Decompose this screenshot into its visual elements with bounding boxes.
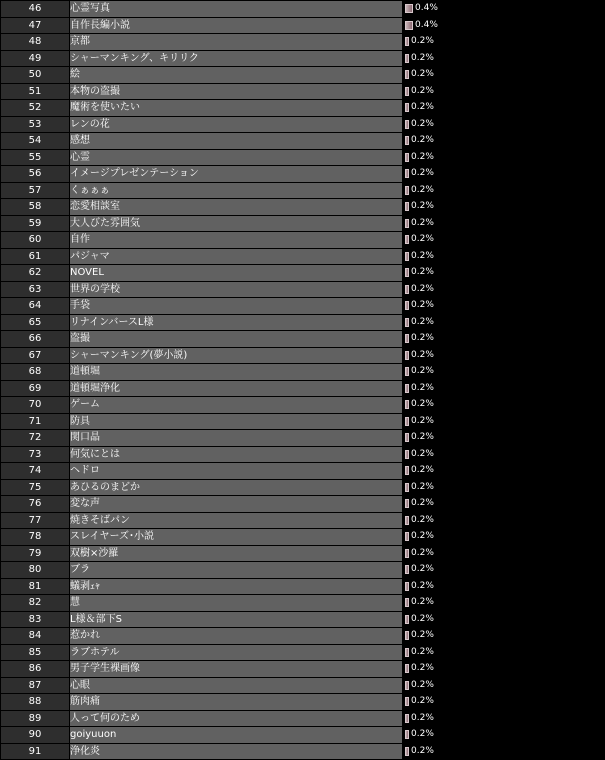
share-percent: 0.2% — [411, 415, 434, 426]
share-cell — [403, 117, 604, 133]
share-percent: 0.2% — [411, 267, 434, 277]
rank-cell: 58 — [1, 199, 69, 215]
rank-cell: 54 — [1, 133, 69, 149]
search-term-cell: 感想 — [70, 133, 402, 149]
share-cell — [403, 199, 604, 215]
share-cell — [403, 447, 604, 463]
search-term-cell: ブラ — [70, 562, 402, 578]
share-cell — [403, 661, 604, 677]
rank-cell: 90 — [1, 727, 69, 743]
share-bar — [405, 103, 409, 112]
share-cell — [403, 183, 604, 199]
search-term-cell: 双樹×沙羅 — [70, 546, 402, 562]
table-row — [1, 661, 604, 677]
share-percent: 0.2% — [411, 382, 434, 393]
search-term-cell: 浄化炎 — [70, 744, 402, 760]
share-bar — [405, 120, 409, 129]
share-bar — [405, 499, 409, 508]
share-cell — [403, 84, 604, 100]
share-cell — [403, 298, 604, 314]
search-term-cell: 蟻剥ｪｬ — [70, 579, 402, 595]
table-row — [1, 166, 604, 182]
search-term-cell: 世界の学校 — [70, 282, 402, 298]
search-term-cell: 絵 — [70, 67, 402, 83]
share-cell — [403, 414, 604, 430]
table-row — [1, 694, 604, 710]
table-row — [1, 447, 604, 463]
share-cell — [403, 595, 604, 611]
rank-cell: 70 — [1, 397, 69, 413]
share-percent: 0.2% — [411, 712, 434, 723]
share-cell — [403, 727, 604, 743]
share-bar — [405, 4, 413, 13]
search-term-cell: 盗撮 — [70, 331, 402, 347]
table-row — [1, 381, 604, 397]
share-cell — [403, 612, 604, 628]
share-bar — [405, 598, 409, 607]
share-percent: 0.2% — [411, 514, 434, 525]
share-bar — [405, 351, 409, 360]
table-row — [1, 249, 604, 265]
table-row — [1, 430, 604, 446]
share-percent: 0.2% — [411, 432, 434, 442]
table-row — [1, 67, 604, 83]
search-term-cell: 魔術を使いたい — [70, 100, 402, 116]
share-bar — [405, 516, 409, 525]
share-percent: 0.4% — [415, 19, 438, 30]
rank-cell: 82 — [1, 595, 69, 611]
search-term-cell: シャーマンキング(夢小説) — [70, 348, 402, 364]
share-bar — [405, 285, 409, 294]
share-percent: 0.2% — [411, 597, 434, 607]
search-term-cell: 焼きそばパン — [70, 513, 402, 529]
share-bar — [405, 631, 409, 640]
share-percent: 0.2% — [411, 613, 434, 624]
rank-cell: 61 — [1, 249, 69, 265]
share-bar — [405, 87, 409, 96]
table-row — [1, 727, 604, 743]
share-percent: 0.2% — [411, 234, 434, 244]
search-term-cell: ラブホテル — [70, 645, 402, 661]
share-bar — [405, 714, 409, 723]
rank-cell: 80 — [1, 562, 69, 578]
table-row — [1, 84, 604, 100]
share-percent: 0.2% — [411, 118, 434, 129]
search-term-cell: くぁぁぁ — [70, 183, 402, 199]
share-cell — [403, 34, 604, 50]
search-term-cell: 変な声 — [70, 496, 402, 512]
share-bar — [405, 54, 409, 63]
share-bar — [405, 450, 409, 459]
table-row — [1, 216, 604, 232]
rank-cell: 60 — [1, 232, 69, 248]
share-cell — [403, 711, 604, 727]
share-percent: 0.2% — [411, 366, 434, 376]
search-term-cell: 道頓堀浄化 — [70, 381, 402, 397]
share-cell — [403, 381, 604, 397]
search-term-cell: 筋肉痛 — [70, 694, 402, 710]
share-cell — [403, 150, 604, 166]
search-term-cell: シャーマンキング、キリリク — [70, 51, 402, 67]
share-bar — [405, 268, 409, 277]
ranking-rows — [1, 1, 604, 759]
rank-cell: 88 — [1, 694, 69, 710]
share-percent: 0.2% — [411, 283, 434, 294]
table-row — [1, 348, 604, 364]
table-row — [1, 1, 604, 17]
share-cell — [403, 232, 604, 248]
share-percent: 0.2% — [411, 349, 434, 360]
table-row — [1, 298, 604, 314]
table-row — [1, 744, 604, 760]
rank-cell: 68 — [1, 364, 69, 380]
table-row — [1, 133, 604, 149]
share-percent: 0.2% — [411, 217, 434, 228]
share-percent: 0.2% — [411, 531, 434, 541]
rank-cell: 78 — [1, 529, 69, 545]
share-percent: 0.2% — [411, 36, 434, 46]
share-percent: 0.2% — [411, 52, 434, 63]
rank-cell: 73 — [1, 447, 69, 463]
table-row — [1, 364, 604, 380]
rank-cell: 59 — [1, 216, 69, 232]
rank-cell: 50 — [1, 67, 69, 83]
share-bar — [405, 70, 409, 79]
share-percent: 0.2% — [411, 250, 434, 261]
table-row — [1, 331, 604, 347]
share-percent: 0.2% — [411, 316, 434, 327]
share-cell — [403, 364, 604, 380]
rank-cell: 48 — [1, 34, 69, 50]
table-row — [1, 199, 604, 215]
share-percent: 0.2% — [411, 679, 434, 690]
search-term-cell: 防具 — [70, 414, 402, 430]
search-term-cell: リナインバースL様 — [70, 315, 402, 331]
search-term-cell: 慧 — [70, 595, 402, 611]
table-row — [1, 480, 604, 496]
table-row — [1, 414, 604, 430]
search-term-cell: ヘドロ — [70, 463, 402, 479]
share-bar — [405, 334, 409, 343]
rank-cell: 66 — [1, 331, 69, 347]
search-term-cell: 恋愛相談室 — [70, 199, 402, 215]
share-cell — [403, 265, 604, 281]
share-cell — [403, 513, 604, 529]
table-row — [1, 232, 604, 248]
search-term-cell: 人って何のため — [70, 711, 402, 727]
share-bar — [405, 169, 409, 178]
share-bar — [405, 466, 409, 475]
share-percent: 0.2% — [411, 168, 434, 178]
rank-cell: 57 — [1, 183, 69, 199]
share-percent: 0.2% — [411, 465, 434, 475]
share-percent: 0.2% — [411, 580, 434, 591]
rank-cell: 76 — [1, 496, 69, 512]
table-row — [1, 100, 604, 116]
share-percent: 0.2% — [411, 448, 434, 459]
rank-cell: 84 — [1, 628, 69, 644]
table-row — [1, 546, 604, 562]
table-row — [1, 18, 604, 34]
rank-cell: 74 — [1, 463, 69, 479]
rank-cell: 87 — [1, 678, 69, 694]
share-percent: 0.2% — [411, 333, 434, 343]
share-cell — [403, 562, 604, 578]
share-cell — [403, 100, 604, 116]
share-cell — [403, 645, 604, 661]
share-cell — [403, 282, 604, 298]
share-percent: 0.2% — [411, 399, 434, 409]
share-percent: 0.2% — [411, 663, 434, 673]
search-term-cell: 道頓堀 — [70, 364, 402, 380]
share-cell — [403, 546, 604, 562]
share-bar — [405, 21, 413, 30]
share-bar — [405, 153, 409, 162]
table-row — [1, 595, 604, 611]
share-cell — [403, 166, 604, 182]
share-bar — [405, 681, 409, 690]
share-bar — [405, 235, 409, 244]
rank-cell: 77 — [1, 513, 69, 529]
share-bar — [405, 186, 409, 195]
search-term-cell: 手袋 — [70, 298, 402, 314]
search-term-cell: 京都 — [70, 34, 402, 50]
share-cell — [403, 348, 604, 364]
share-bar — [405, 532, 409, 541]
share-cell — [403, 67, 604, 83]
table-row — [1, 117, 604, 133]
table-row — [1, 463, 604, 479]
rank-cell: 69 — [1, 381, 69, 397]
search-term-cell: NOVEL — [70, 265, 402, 281]
share-percent: 0.2% — [411, 729, 434, 739]
share-percent: 0.2% — [411, 85, 434, 96]
share-cell — [403, 133, 604, 149]
share-bar — [405, 615, 409, 624]
search-term-cell: レンの花 — [70, 117, 402, 133]
share-bar — [405, 301, 409, 310]
search-term-cell: 何気にとは — [70, 447, 402, 463]
share-bar — [405, 549, 409, 558]
share-cell — [403, 678, 604, 694]
rank-cell: 75 — [1, 480, 69, 496]
share-bar — [405, 367, 409, 376]
table-row — [1, 34, 604, 50]
search-term-cell: 心眼 — [70, 678, 402, 694]
rank-cell: 71 — [1, 414, 69, 430]
search-term-cell: 本物の盗撮 — [70, 84, 402, 100]
share-cell — [403, 480, 604, 496]
search-term-cell: ゲーム — [70, 397, 402, 413]
share-bar — [405, 202, 409, 211]
share-cell — [403, 463, 604, 479]
share-bar — [405, 417, 409, 426]
share-bar — [405, 582, 409, 591]
rank-cell: 53 — [1, 117, 69, 133]
search-term-cell: goiyuuon — [70, 727, 402, 743]
rank-cell: 79 — [1, 546, 69, 562]
share-cell — [403, 18, 604, 34]
search-term-cell: あひるのまどか — [70, 480, 402, 496]
rank-cell: 47 — [1, 18, 69, 34]
share-cell — [403, 628, 604, 644]
rank-cell: 86 — [1, 661, 69, 677]
table-row — [1, 397, 604, 413]
search-term-cell: 男子学生裸画像 — [70, 661, 402, 677]
rank-cell: 64 — [1, 298, 69, 314]
rank-cell: 52 — [1, 100, 69, 116]
table-row — [1, 711, 604, 727]
share-percent: 0.2% — [411, 151, 434, 162]
search-term-cell: 心霊写真 — [70, 1, 402, 17]
share-bar — [405, 697, 409, 706]
share-bar — [405, 219, 409, 228]
share-bar — [405, 747, 409, 756]
table-row — [1, 562, 604, 578]
search-term-cell: L様＆部下S — [70, 612, 402, 628]
search-term-cell: イメージプレゼンテーション — [70, 166, 402, 182]
search-term-cell: スレイヤーズ･小説 — [70, 529, 402, 545]
table-row — [1, 265, 604, 281]
table-row — [1, 529, 604, 545]
search-term-cell: 惹かれ — [70, 628, 402, 644]
share-cell — [403, 331, 604, 347]
share-bar — [405, 483, 409, 492]
rank-cell: 72 — [1, 430, 69, 446]
rank-cell: 55 — [1, 150, 69, 166]
search-term-cell: 関口晶 — [70, 430, 402, 446]
share-bar — [405, 433, 409, 442]
table-row — [1, 579, 604, 595]
rank-cell: 85 — [1, 645, 69, 661]
share-percent: 0.2% — [411, 102, 434, 112]
share-cell — [403, 579, 604, 595]
share-bar — [405, 136, 409, 145]
share-percent: 0.2% — [411, 646, 434, 657]
share-bar — [405, 400, 409, 409]
search-term-cell: パジャマ — [70, 249, 402, 265]
rank-cell: 81 — [1, 579, 69, 595]
rank-cell: 62 — [1, 265, 69, 281]
table-row — [1, 645, 604, 661]
share-cell — [403, 694, 604, 710]
share-bar — [405, 252, 409, 261]
rank-cell: 67 — [1, 348, 69, 364]
table-row — [1, 51, 604, 67]
rank-cell: 56 — [1, 166, 69, 182]
share-bar — [405, 565, 409, 574]
share-cell — [403, 51, 604, 67]
rank-cell: 46 — [1, 1, 69, 17]
rank-cell: 83 — [1, 612, 69, 628]
rank-cell: 65 — [1, 315, 69, 331]
search-term-cell: 大人びた雰囲気 — [70, 216, 402, 232]
table-row — [1, 183, 604, 199]
search-term-cell: 心霊 — [70, 150, 402, 166]
share-bar — [405, 37, 409, 46]
share-bar — [405, 648, 409, 657]
share-cell — [403, 430, 604, 446]
rank-cell: 63 — [1, 282, 69, 298]
share-bar — [405, 664, 409, 673]
table-row — [1, 678, 604, 694]
share-percent: 0.2% — [411, 564, 434, 574]
table-row — [1, 496, 604, 512]
share-percent: 0.2% — [411, 184, 434, 195]
search-term-cell: 自作 — [70, 232, 402, 248]
share-cell — [403, 744, 604, 760]
share-percent: 0.2% — [411, 745, 434, 756]
share-percent: 0.2% — [411, 481, 434, 492]
table-row — [1, 150, 604, 166]
table-row — [1, 315, 604, 331]
share-percent: 0.4% — [415, 3, 438, 13]
table-row — [1, 612, 604, 628]
share-cell — [403, 529, 604, 545]
share-cell — [403, 1, 604, 17]
share-percent: 0.2% — [411, 696, 434, 706]
share-bar — [405, 318, 409, 327]
share-cell — [403, 249, 604, 265]
share-percent: 0.2% — [411, 69, 434, 79]
table-row — [1, 628, 604, 644]
table-row — [1, 282, 604, 298]
share-cell — [403, 216, 604, 232]
table-row — [1, 513, 604, 529]
share-cell — [403, 496, 604, 512]
search-term-cell: 自作長編小説 — [70, 18, 402, 34]
share-bar — [405, 384, 409, 393]
share-percent: 0.2% — [411, 201, 434, 211]
rank-cell: 51 — [1, 84, 69, 100]
share-percent: 0.2% — [411, 135, 434, 145]
share-percent: 0.2% — [411, 300, 434, 310]
share-percent: 0.2% — [411, 630, 434, 640]
rank-cell: 91 — [1, 744, 69, 760]
rank-cell: 89 — [1, 711, 69, 727]
share-cell — [403, 397, 604, 413]
share-percent: 0.2% — [411, 547, 434, 558]
share-cell — [403, 315, 604, 331]
share-percent: 0.2% — [411, 498, 434, 508]
rank-cell: 49 — [1, 51, 69, 67]
